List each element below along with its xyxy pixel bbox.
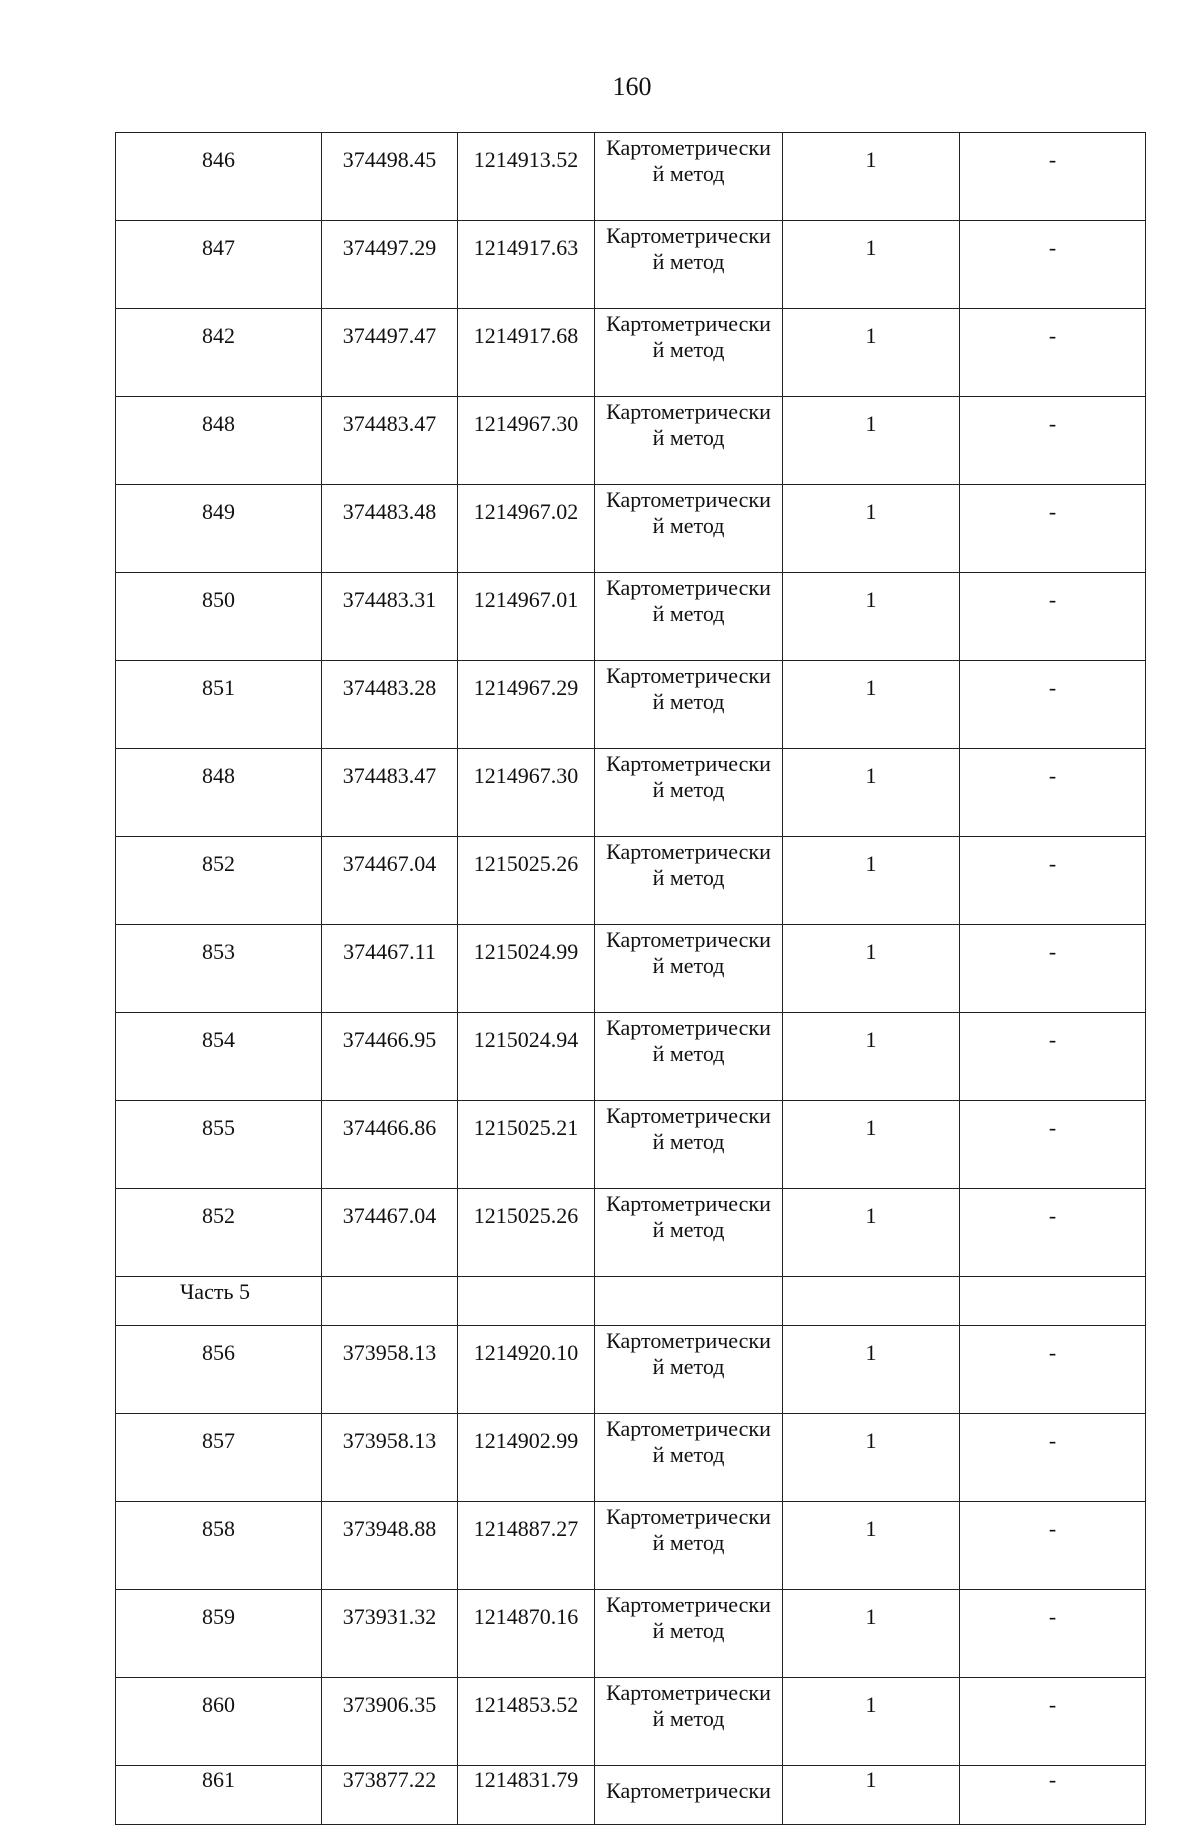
point-id-cell: 855 <box>116 1101 322 1189</box>
method-line-1: Картометрически <box>606 927 771 952</box>
table-row <box>116 485 1146 573</box>
x-coordinate-cell: 373958.13 <box>322 1326 458 1414</box>
method-cell <box>595 925 783 1013</box>
x-coordinate-cell: 374467.04 <box>322 1189 458 1277</box>
table-row <box>116 661 1146 749</box>
y-coordinate-cell: 1214967.01 <box>458 573 595 661</box>
x-coordinate-cell: 374467.11 <box>322 925 458 1013</box>
method-cell <box>595 573 783 661</box>
empty-cell <box>458 1277 595 1326</box>
method-line-1: Картометрически <box>606 663 771 688</box>
y-coordinate-cell: 1214853.52 <box>458 1678 595 1766</box>
method-cell <box>595 1590 783 1678</box>
description-cell: - <box>960 1502 1146 1590</box>
table-row <box>116 133 1146 221</box>
description-cell: - <box>960 749 1146 837</box>
method-cell <box>595 1502 783 1590</box>
x-coordinate-cell: 374483.48 <box>322 485 458 573</box>
coordinates-table <box>115 132 1146 1825</box>
x-coordinate-cell: 373877.22 <box>322 1766 458 1825</box>
accuracy-cell: 1 <box>783 1326 960 1414</box>
x-coordinate-cell: 374497.29 <box>322 221 458 309</box>
method-line-1: Картометрически <box>606 1103 771 1128</box>
table-row <box>116 749 1146 837</box>
empty-cell <box>322 1277 458 1326</box>
description-cell: - <box>960 221 1146 309</box>
x-coordinate-cell: 373948.88 <box>322 1502 458 1590</box>
method-line-1: Картометрически <box>606 1592 771 1617</box>
point-id-cell: 861 <box>116 1766 322 1825</box>
method-line-1: Картометрически <box>606 1015 771 1040</box>
method-line-2: й метод <box>652 1354 725 1379</box>
method-line-2: й метод <box>652 1618 725 1643</box>
table-body-last <box>116 1766 1146 1825</box>
y-coordinate-cell: 1214913.52 <box>458 133 595 221</box>
y-coordinate-cell: 1214902.99 <box>458 1414 595 1502</box>
accuracy-cell: 1 <box>783 1678 960 1766</box>
table-row <box>116 837 1146 925</box>
accuracy-cell: 1 <box>783 1013 960 1101</box>
method-line-2: й метод <box>652 1217 725 1242</box>
accuracy-cell: 1 <box>783 749 960 837</box>
point-id-cell: 851 <box>116 661 322 749</box>
y-coordinate-cell: 1214920.10 <box>458 1326 595 1414</box>
accuracy-cell: 1 <box>783 925 960 1013</box>
method-line-2: й метод <box>652 953 725 978</box>
page-number: 160 <box>612 72 652 101</box>
method-line-1: Картометрически <box>606 839 771 864</box>
method-cell <box>595 397 783 485</box>
x-coordinate-cell: 373906.35 <box>322 1678 458 1766</box>
point-id-cell: 859 <box>116 1590 322 1678</box>
table-row <box>116 925 1146 1013</box>
method-line-1: Картометрически <box>606 1504 771 1529</box>
method-cell <box>595 1326 783 1414</box>
table-row <box>116 1678 1146 1766</box>
point-id-cell: 852 <box>116 837 322 925</box>
description-cell: - <box>960 1189 1146 1277</box>
description-cell: - <box>960 1414 1146 1502</box>
accuracy-cell: 1 <box>783 837 960 925</box>
method-cell <box>595 1013 783 1101</box>
empty-cell <box>960 1277 1146 1326</box>
description-cell: - <box>960 925 1146 1013</box>
method-line-1: Картометрически <box>606 1191 771 1216</box>
part-header-row <box>116 1277 1146 1326</box>
description-cell: - <box>960 1013 1146 1101</box>
accuracy-cell: 1 <box>783 573 960 661</box>
method-line-1: Картометрически <box>606 487 771 512</box>
accuracy-cell: 1 <box>783 309 960 397</box>
description-cell: - <box>960 1101 1146 1189</box>
point-id-cell: 853 <box>116 925 322 1013</box>
point-id-cell: 856 <box>116 1326 322 1414</box>
point-id-cell: 849 <box>116 485 322 573</box>
point-id-cell: 848 <box>116 749 322 837</box>
accuracy-cell: 1 <box>783 485 960 573</box>
method-cell <box>595 837 783 925</box>
y-coordinate-cell: 1214967.02 <box>458 485 595 573</box>
table-row <box>116 1189 1146 1277</box>
x-coordinate-cell: 374466.86 <box>322 1101 458 1189</box>
accuracy-cell: 1 <box>783 1590 960 1678</box>
point-id-cell: 857 <box>116 1414 322 1502</box>
table-row <box>116 221 1146 309</box>
table-row <box>116 1766 1146 1825</box>
method-line-1: Картометрически <box>606 135 771 160</box>
method-cell <box>595 1766 783 1825</box>
accuracy-cell: 1 <box>783 1502 960 1590</box>
part-header-label: Часть 5 <box>116 1277 322 1326</box>
table-row <box>116 397 1146 485</box>
y-coordinate-cell: 1214917.68 <box>458 309 595 397</box>
table-row <box>116 1590 1146 1678</box>
point-id-cell: 852 <box>116 1189 322 1277</box>
method-line-2: й метод <box>652 1129 725 1154</box>
method-line-2: й метод <box>652 1530 725 1555</box>
x-coordinate-cell: 374466.95 <box>322 1013 458 1101</box>
y-coordinate-cell: 1214967.30 <box>458 749 595 837</box>
accuracy-cell: 1 <box>783 1101 960 1189</box>
point-id-cell: 847 <box>116 221 322 309</box>
point-id-cell: 854 <box>116 1013 322 1101</box>
y-coordinate-cell: 1215024.94 <box>458 1013 595 1101</box>
method-cell <box>595 1678 783 1766</box>
table-row <box>116 1326 1146 1414</box>
method-line-1: Картометрически <box>606 751 771 776</box>
x-coordinate-cell: 374483.47 <box>322 749 458 837</box>
x-coordinate-cell: 373931.32 <box>322 1590 458 1678</box>
method-line-1: Картометрически <box>606 1778 771 1803</box>
method-cell <box>595 1101 783 1189</box>
method-cell <box>595 309 783 397</box>
point-id-cell: 858 <box>116 1502 322 1590</box>
table-row <box>116 1414 1146 1502</box>
accuracy-cell: 1 <box>783 1414 960 1502</box>
method-line-2: й метод <box>652 249 725 274</box>
table-row <box>116 573 1146 661</box>
method-line-1: Картометрически <box>606 1328 771 1353</box>
y-coordinate-cell: 1215025.21 <box>458 1101 595 1189</box>
description-cell: - <box>960 485 1146 573</box>
description-cell: - <box>960 661 1146 749</box>
y-coordinate-cell: 1214917.63 <box>458 221 595 309</box>
description-cell: - <box>960 397 1146 485</box>
x-coordinate-cell: 374483.31 <box>322 573 458 661</box>
method-line-2: й метод <box>652 337 725 362</box>
description-cell: - <box>960 133 1146 221</box>
y-coordinate-cell: 1215025.26 <box>458 1189 595 1277</box>
method-line-2: й метод <box>652 777 725 802</box>
method-cell <box>595 1414 783 1502</box>
y-coordinate-cell: 1214967.29 <box>458 661 595 749</box>
description-cell: - <box>960 1766 1146 1825</box>
point-id-cell: 848 <box>116 397 322 485</box>
table-body-part-b <box>116 1326 1146 1766</box>
table-row <box>116 1013 1146 1101</box>
accuracy-cell: 1 <box>783 1766 960 1825</box>
accuracy-cell: 1 <box>783 221 960 309</box>
method-line-2: й метод <box>652 601 725 626</box>
method-cell <box>595 661 783 749</box>
x-coordinate-cell: 374483.28 <box>322 661 458 749</box>
method-line-2: й метод <box>652 1442 725 1467</box>
y-coordinate-cell: 1214870.16 <box>458 1590 595 1678</box>
y-coordinate-cell: 1215024.99 <box>458 925 595 1013</box>
method-line-2: й метод <box>652 425 725 450</box>
method-cell <box>595 749 783 837</box>
x-coordinate-cell: 373958.13 <box>322 1414 458 1502</box>
description-cell: - <box>960 573 1146 661</box>
method-cell <box>595 1189 783 1277</box>
point-id-cell: 842 <box>116 309 322 397</box>
table-body-part-a <box>116 133 1146 1277</box>
description-cell: - <box>960 1590 1146 1678</box>
accuracy-cell: 1 <box>783 661 960 749</box>
table-row <box>116 1502 1146 1590</box>
method-line-1: Картометрически <box>606 1416 771 1441</box>
accuracy-cell: 1 <box>783 1189 960 1277</box>
y-coordinate-cell: 1214887.27 <box>458 1502 595 1590</box>
x-coordinate-cell: 374483.47 <box>322 397 458 485</box>
table-body-part-header <box>116 1277 1146 1326</box>
empty-cell <box>595 1277 783 1326</box>
point-id-cell: 846 <box>116 133 322 221</box>
method-cell <box>595 221 783 309</box>
method-line-2: й метод <box>652 513 725 538</box>
y-coordinate-cell: 1214831.79 <box>458 1766 595 1825</box>
method-line-2: й метод <box>652 1706 725 1731</box>
method-line-2: й метод <box>652 1041 725 1066</box>
method-line-1: Картометрически <box>606 311 771 336</box>
point-id-cell: 850 <box>116 573 322 661</box>
method-line-1: Картометрически <box>606 1680 771 1705</box>
method-line-1: Картометрически <box>606 575 771 600</box>
accuracy-cell: 1 <box>783 133 960 221</box>
x-coordinate-cell: 374497.47 <box>322 309 458 397</box>
description-cell: - <box>960 1326 1146 1414</box>
method-line-1: Картометрически <box>606 399 771 424</box>
y-coordinate-cell: 1215025.26 <box>458 837 595 925</box>
method-line-2: й метод <box>652 689 725 714</box>
accuracy-cell: 1 <box>783 397 960 485</box>
method-line-2: й метод <box>652 161 725 186</box>
method-line-1: Картометрически <box>606 223 771 248</box>
method-cell <box>595 485 783 573</box>
y-coordinate-cell: 1214967.30 <box>458 397 595 485</box>
description-cell: - <box>960 309 1146 397</box>
x-coordinate-cell: 374467.04 <box>322 837 458 925</box>
empty-cell <box>783 1277 960 1326</box>
table-row <box>116 309 1146 397</box>
method-line-2: й метод <box>652 865 725 890</box>
table-row <box>116 1101 1146 1189</box>
method-cell <box>595 133 783 221</box>
point-id-cell: 860 <box>116 1678 322 1766</box>
description-cell: - <box>960 1678 1146 1766</box>
x-coordinate-cell: 374498.45 <box>322 133 458 221</box>
description-cell: - <box>960 837 1146 925</box>
